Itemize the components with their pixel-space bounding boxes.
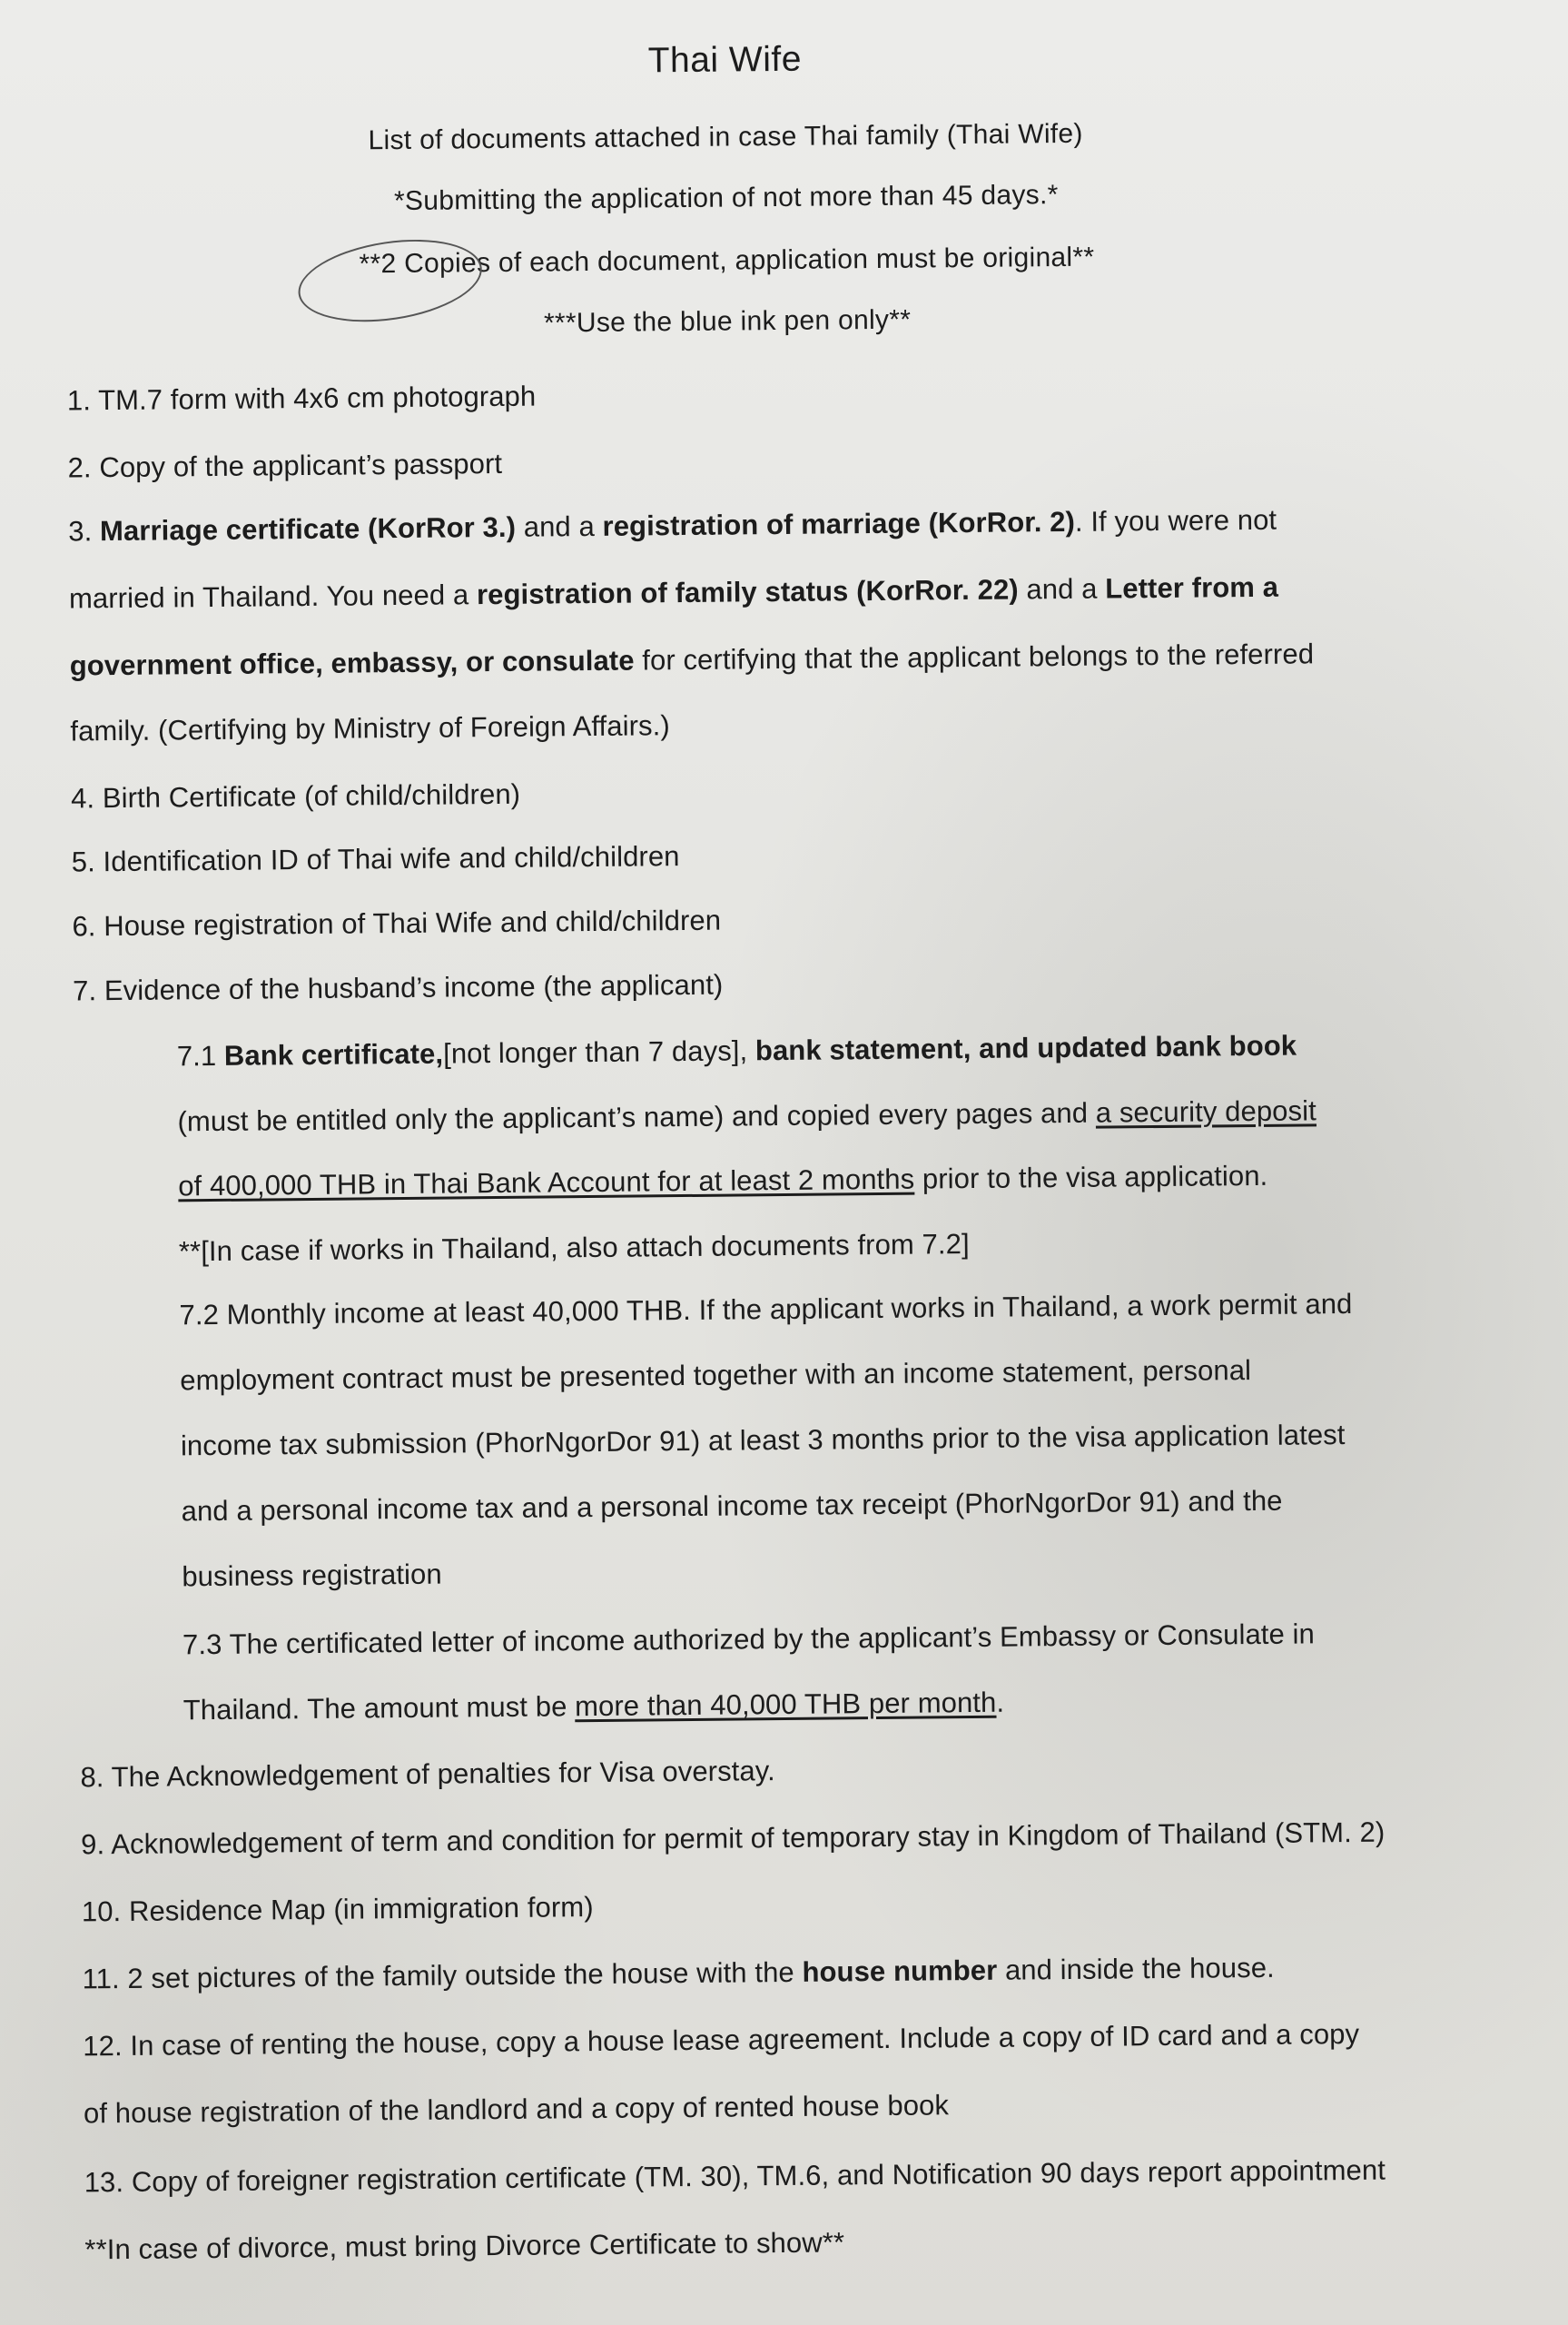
- list-item-3-bold: registration of family status (KorRor. 22): [476, 573, 1019, 611]
- list-item-7-2-line-5: business registration: [182, 1558, 442, 1593]
- list-item-10: 10. Residence Map (in immigration form): [81, 1891, 594, 1928]
- list-item-3-bold: Marriage certificate (KorRor 3.): [99, 510, 517, 548]
- list-item-7-2-line-4: and a personal income tax and a personal income tax receipt (PhorNgorDor 91) and the: [181, 1484, 1283, 1528]
- list-item-7-3-line-2: [183, 1685, 1005, 1729]
- list-item-3-bold: Letter from a: [1105, 570, 1279, 605]
- list-item-3-text: for certifying that the applicant belongs to the referred: [634, 638, 1315, 677]
- list-item-9: 9. Acknowledgement of term and condition for permit of temporary stay in Kingdom of Thailand (STM. 2): [81, 1815, 1386, 1861]
- list-item-7-2-line-1: 7.2 Monthly income at least 40,000 THB. If the applicant works in Thailand, a work permit and: [179, 1287, 1353, 1331]
- list-item-11: [82, 1950, 1275, 1998]
- note-copies: **2 Copies of each document, application must be original**: [359, 242, 1095, 280]
- list-item-3-text: married in Thailand. You need a: [68, 579, 478, 615]
- list-item-7: 7. Evidence of the husband’s income (the applicant): [72, 968, 724, 1007]
- subtitle: List of documents attached in case Thai family (Thai Wife): [368, 118, 1083, 156]
- list-item-7-1-text: [not longer than 7 days],: [442, 1034, 756, 1070]
- list-item-7-3-text: Thailand. The amount must be: [182, 1690, 576, 1726]
- page-title: Thai Wife: [647, 39, 803, 81]
- list-item-3-bold: registration of marriage (KorRor. 2): [602, 505, 1076, 542]
- list-item-7-1-line-4: **[In case if works in Thailand, also attach documents from 7.2]: [178, 1228, 970, 1268]
- list-item-3-line-3: [70, 636, 1315, 684]
- list-item-7-1-text: (must be entitled only the applicant’s name) and copied every pages and: [177, 1096, 1096, 1138]
- list-item-7-1-bold: Bank certificate,: [223, 1037, 444, 1072]
- note-submission-period: *Submitting the application of not more than 45 days.*: [393, 180, 1059, 217]
- note-blue-ink: ***Use the blue ink pen only**: [543, 304, 912, 339]
- list-item-4: 4. Birth Certificate (of child/children): [70, 777, 521, 815]
- list-item-8: 8. The Acknowledgement of penalties for Visa overstay.: [80, 1755, 775, 1794]
- footer-note: **In case of divorce, must bring Divorce Certificate to show**: [84, 2226, 845, 2266]
- list-item-7-1-line-3: [178, 1158, 1267, 1205]
- list-item-3-text: and a: [515, 510, 603, 543]
- list-item-7-1-underline: a security deposit: [1095, 1094, 1317, 1129]
- list-item-7-2-line-2: employment contract must be presented together with an income statement, personal: [180, 1354, 1252, 1397]
- list-item-7-1-line-2: [177, 1093, 1317, 1140]
- list-item-3-bold: government office, embassy, or consulate: [69, 644, 635, 682]
- list-item-3-line-2: [69, 569, 1278, 618]
- list-item-7-3-line-1: 7.3 The certificated letter of income authorized by the applicant’s Embassy or Consulate in: [182, 1618, 1316, 1661]
- list-item-11-text: 11. 2 set pictures of the family outside the house with the: [82, 1955, 803, 1995]
- list-item-13: 13. Copy of foreigner registration certificate (TM. 30), TM.6, and Notification 90 days report appointment: [84, 2153, 1386, 2199]
- list-item-6: 6. House registration of Thai Wife and child/children: [72, 904, 722, 943]
- list-item-12-line-2: of house registration of the landlord and a copy of rented house book: [83, 2089, 950, 2130]
- list-item-7-1-bold: bank statement, and updated bank book: [754, 1029, 1297, 1067]
- list-item-11-text: and inside the house.: [997, 1951, 1275, 1986]
- list-item-7-1-text: 7.1: [176, 1039, 225, 1073]
- list-item-7-1-line-1: [177, 1028, 1297, 1075]
- list-item-3-text: . If you were not: [1074, 503, 1277, 538]
- list-item-2: 2. Copy of the applicant’s passport: [67, 447, 503, 484]
- list-item-5: 5. Identification ID of Thai wife and child/children: [71, 840, 680, 878]
- list-item-12-line-1: 12. In case of renting the house, copy a house lease agreement. Include a copy of ID card and a copy: [83, 2017, 1360, 2063]
- list-item-7-2-line-3: income tax submission (PhorNgorDor 91) at least 3 months prior to the visa application latest: [180, 1419, 1346, 1462]
- list-item-7-1-text: prior to the visa application.: [914, 1159, 1268, 1195]
- list-item-7-3-text: .: [996, 1686, 1005, 1718]
- list-item-3-text: 3.: [68, 515, 101, 548]
- list-item-11-bold: house number: [802, 1954, 998, 1988]
- list-item-7-3-underline: more than 40,000 THB per month: [574, 1686, 997, 1723]
- list-item-3-line-1: [68, 502, 1277, 550]
- list-item-1: 1. TM.7 form with 4x6 cm photograph: [66, 380, 537, 417]
- list-item-3-text: and a: [1018, 572, 1106, 606]
- list-item-7-1-underline: of 400,000 THB in Thai Bank Account for at least 2 months: [178, 1162, 915, 1202]
- list-item-3-line-4: family. (Certifying by Ministry of Foreign Affairs.): [70, 709, 670, 747]
